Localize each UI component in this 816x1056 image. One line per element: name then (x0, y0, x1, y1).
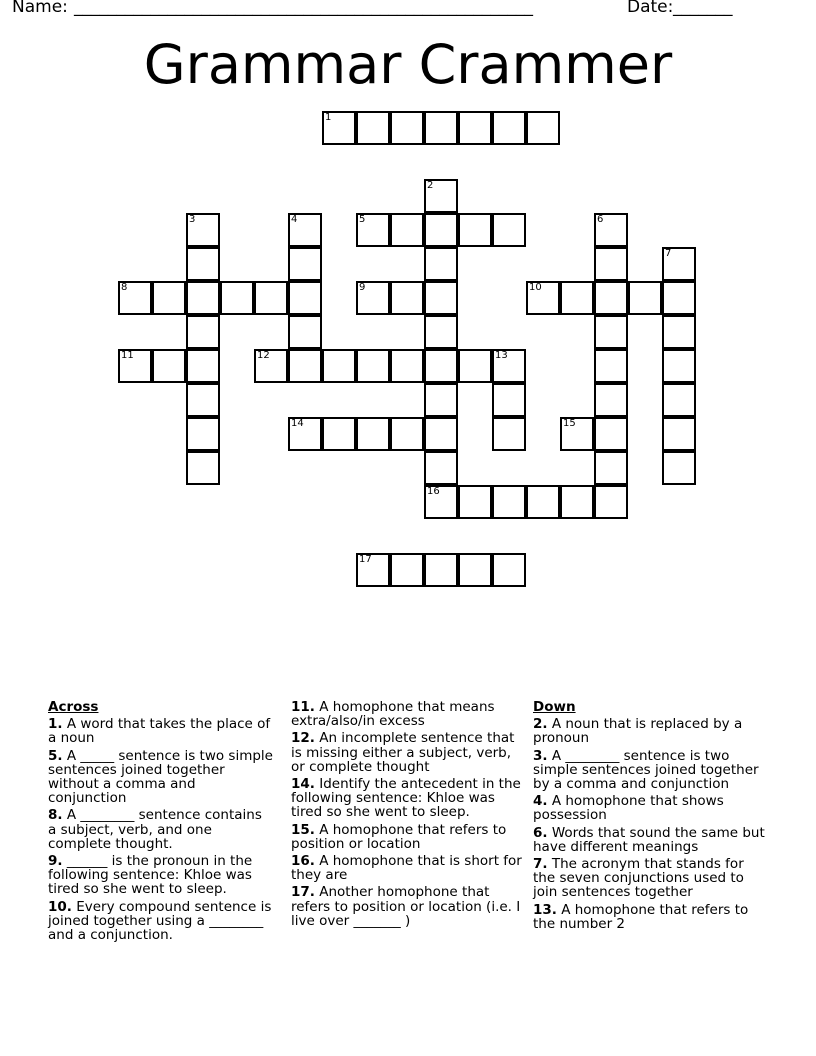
crossword-cell[interactable] (662, 383, 696, 417)
crossword-cell[interactable] (322, 111, 356, 145)
clue-down-6: 6. Words that sound the same but have different meanings (533, 824, 765, 855)
down-heading: Down (533, 699, 576, 715)
crossword-cell[interactable] (390, 553, 424, 587)
date-label: Date: (627, 0, 674, 17)
crossword-cell[interactable] (356, 553, 390, 587)
crossword-cell[interactable] (322, 349, 356, 383)
crossword-cell[interactable] (220, 281, 254, 315)
clue-number: 8 (121, 282, 128, 293)
crossword-cell[interactable] (662, 247, 696, 281)
crossword-cell[interactable] (424, 383, 458, 417)
crossword-cell[interactable] (560, 281, 594, 315)
clue-across-14: 14. Identify the antecedent in the following sentence: Khloe was tired so she went to sleep. (291, 776, 521, 821)
crossword-cell[interactable] (118, 349, 152, 383)
crossword-cell[interactable] (288, 349, 322, 383)
crossword-cell[interactable] (492, 485, 526, 519)
crossword-cell[interactable] (492, 213, 526, 247)
clue-number: 12 (257, 350, 270, 361)
clue-number: 7 (665, 248, 672, 259)
crossword-cell[interactable] (594, 247, 628, 281)
clue-down-2: 2. A noun that is replaced by a pronoun (533, 716, 743, 747)
crossword-cell[interactable] (356, 213, 390, 247)
crossword-cell[interactable] (458, 485, 492, 519)
crossword-cell[interactable] (254, 281, 288, 315)
clue-across-1: 1. A word that takes the place of a noun (48, 716, 271, 747)
clue-number: 14 (291, 418, 304, 429)
crossword-cell[interactable] (492, 111, 526, 145)
crossword-cell[interactable] (594, 315, 628, 349)
crossword-cell[interactable] (560, 485, 594, 519)
crossword-cell[interactable] (118, 281, 152, 315)
crossword-cell[interactable] (186, 247, 220, 281)
clue-number: 17 (359, 554, 372, 565)
crossword-cell[interactable] (594, 485, 628, 519)
crossword-cell[interactable] (594, 213, 628, 247)
crossword-cell[interactable] (356, 349, 390, 383)
crossword-cell[interactable] (356, 111, 390, 145)
crossword-cell[interactable] (390, 111, 424, 145)
clue-number: 15 (563, 418, 576, 429)
crossword-cell[interactable] (594, 281, 628, 315)
crossword-cell[interactable] (458, 553, 492, 587)
date-field[interactable]: _______ (673, 0, 733, 17)
crossword-cell[interactable] (662, 349, 696, 383)
crossword-cell[interactable] (424, 179, 458, 213)
clue-across-12: 12. An incomplete sentence that is missing either a subject, verb, or complete thought (291, 730, 515, 775)
crossword-cell[interactable] (594, 451, 628, 485)
clue-across-15: 15. A homophone that refers to position or location (291, 821, 507, 852)
crossword-cell[interactable] (492, 417, 526, 451)
crossword-cell[interactable] (186, 315, 220, 349)
crossword-cell[interactable] (186, 417, 220, 451)
crossword-cell[interactable] (594, 383, 628, 417)
clue-down-4: 4. A homophone that shows possession (533, 793, 724, 824)
crossword-cell[interactable] (356, 281, 390, 315)
crossword-cell[interactable] (424, 417, 458, 451)
clue-down-7: 7. The acronym that stands for the seven conjunctions used to join sentences together (533, 856, 744, 901)
clue-number: 6 (597, 214, 604, 225)
crossword-cell[interactable] (186, 213, 220, 247)
crossword-cell[interactable] (390, 349, 424, 383)
clue-number: 9 (359, 282, 366, 293)
crossword-cell[interactable] (424, 553, 458, 587)
clue-down-3: 3. A ________ sentence is two simple sentences joined together by a comma and conjunction (533, 747, 759, 793)
crossword-cell[interactable] (458, 213, 492, 247)
page-title: Grammar Crammer (143, 33, 673, 96)
name-label: Name: (12, 0, 68, 17)
clue-across-11: 11. A homophone that means extra/also/in excess (291, 699, 495, 730)
crossword-cell[interactable] (560, 417, 594, 451)
crossword-cell[interactable] (458, 349, 492, 383)
crossword-cell[interactable] (322, 417, 356, 451)
clue-number: 3 (189, 214, 196, 225)
clue-across-9: 9. ______ is the pronoun in the following sentence: Khloe was tired so she went to sleep. (48, 853, 253, 898)
across-clues-col-1 (48, 700, 274, 945)
crossword-cell[interactable] (458, 111, 492, 145)
crossword-cell[interactable] (424, 349, 458, 383)
crossword-cell[interactable] (594, 349, 628, 383)
crossword-cell[interactable] (424, 315, 458, 349)
crossword-cell[interactable] (424, 451, 458, 485)
crossword-cell[interactable] (424, 485, 458, 519)
crossword-cell[interactable] (186, 349, 220, 383)
crossword-cell[interactable] (254, 349, 288, 383)
crossword-cell[interactable] (288, 315, 322, 349)
clue-number: 13 (495, 350, 508, 361)
crossword-cell[interactable] (662, 315, 696, 349)
crossword-cell[interactable] (424, 281, 458, 315)
crossword-cell[interactable] (186, 383, 220, 417)
crossword-cell[interactable] (288, 213, 322, 247)
clue-number: 1 (325, 112, 332, 123)
crossword-cell[interactable] (492, 349, 526, 383)
across-heading: Across (48, 699, 99, 715)
crossword-cell[interactable] (424, 213, 458, 247)
clue-number: 16 (427, 486, 440, 497)
crossword-cell[interactable] (152, 349, 186, 383)
crossword-cell[interactable] (356, 417, 390, 451)
crossword-cell[interactable] (424, 247, 458, 281)
crossword-cell[interactable] (186, 451, 220, 485)
clue-across-8: 8. A ________ sentence contains a subject, verb, and one complete thought. (48, 807, 262, 852)
crossword-cell[interactable] (492, 383, 526, 417)
crossword-cell[interactable] (662, 281, 696, 315)
clue-across-17: 17. Another homophone that refers to position or location (i.e. I live over _______ ) (291, 884, 521, 929)
clue-number: 10 (529, 282, 542, 293)
crossword-cell[interactable] (186, 281, 220, 315)
crossword-cell[interactable] (424, 111, 458, 145)
crossword-cell[interactable] (628, 281, 662, 315)
name-field[interactable]: ______________________________________________________ (74, 0, 533, 17)
clue-number: 11 (121, 350, 134, 361)
crossword-cell[interactable] (288, 417, 322, 451)
clue-across-10: 10. Every compound sentence is joined together using a ________ and a conjunction. (48, 898, 272, 944)
clue-number: 4 (291, 214, 298, 225)
crossword-cell[interactable] (390, 417, 424, 451)
clue-number: 5 (359, 214, 366, 225)
crossword-cell[interactable] (526, 111, 560, 145)
clue-across-16: 16. A homophone that is short for they are (291, 853, 522, 884)
across-clues-col-2 (291, 700, 523, 931)
crossword-cell[interactable] (526, 281, 560, 315)
clue-down-13: 13. A homophone that refers to the number 2 (533, 901, 749, 932)
crossword-cell[interactable] (390, 281, 424, 315)
crossword-cell[interactable] (390, 213, 424, 247)
crossword-cell[interactable] (492, 553, 526, 587)
crossword-cell[interactable] (288, 247, 322, 281)
crossword-cell[interactable] (152, 281, 186, 315)
clue-number: 2 (427, 180, 434, 191)
crossword-cell[interactable] (594, 417, 628, 451)
down-clues-col (533, 700, 769, 934)
crossword-cell[interactable] (288, 281, 322, 315)
crossword-cell[interactable] (526, 485, 560, 519)
clue-across-5: 5. A _____ sentence is two simple sentences joined together without a comma and conjunction (48, 747, 273, 807)
crossword-cell[interactable] (662, 451, 696, 485)
crossword-cell[interactable] (662, 417, 696, 451)
